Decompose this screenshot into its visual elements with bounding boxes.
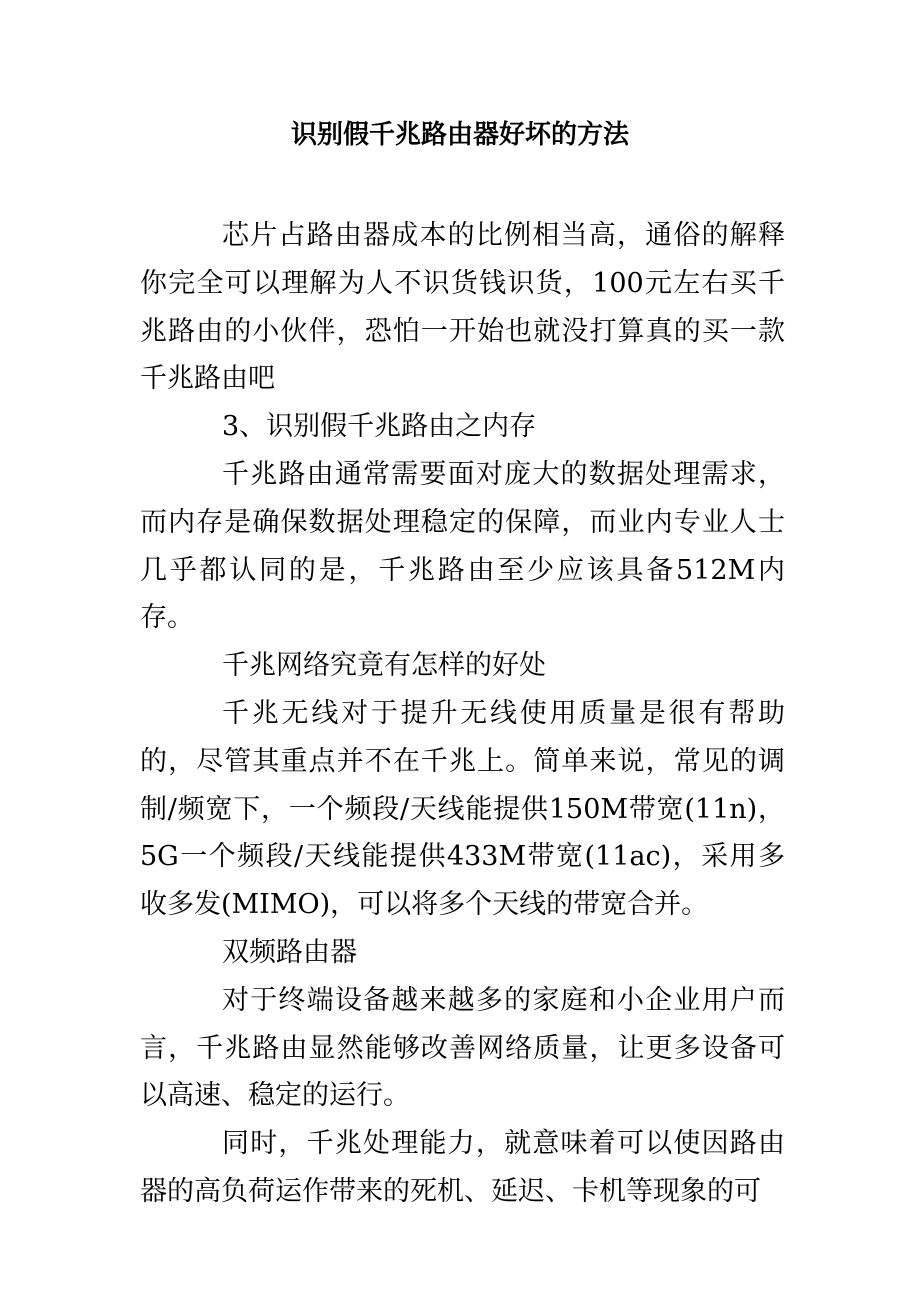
paragraph: 对于终端设备越来越多的家庭和小企业用户而言，千兆路由显然能够改善网络质量，让更多设备可以高速、稳定的运行。: [140, 984, 785, 1112]
document-title: 识别假千兆路由器好坏的方法: [290, 120, 629, 150]
paragraph: 3、识别假千兆路由之内存: [222, 411, 537, 443]
paragraph: 千兆路由通常需要面对庞大的数据处理需求，而内存是确保数据处理稳定的保障，而业内专业人士几乎都认同的是，千兆路由至少应该具备512M内存。: [140, 458, 785, 634]
paragraph: 芯片占路由器成本的比例相当高，通俗的解释你完全可以理解为人不识货钱识货，100元左右买千兆路由的小伙伴，恐怕一开始也就没打算真的买一款千兆路由吧: [140, 220, 785, 395]
paragraph: 双频路由器: [222, 936, 357, 968]
paragraph: 千兆无线对于提升无线使用质量是很有帮助的，尽管其重点并不在千兆上。简单来说，常见的调制/频宽下，一个频段/天线能提供150M带宽(11n)，5G一个频段/天线能提供433M带宽(11ac)，采用多收多发(MIMO)，可以将多个天线的带宽合并。: [140, 697, 785, 921]
document-body: [140, 212, 785, 1216]
paragraph: 同时，千兆处理能力，就意味着可以使因路由器的高负荷运作带来的死机、延迟、卡机等现象的可: [140, 1128, 785, 1207]
paragraph: 千兆网络究竟有怎样的好处: [222, 650, 546, 682]
